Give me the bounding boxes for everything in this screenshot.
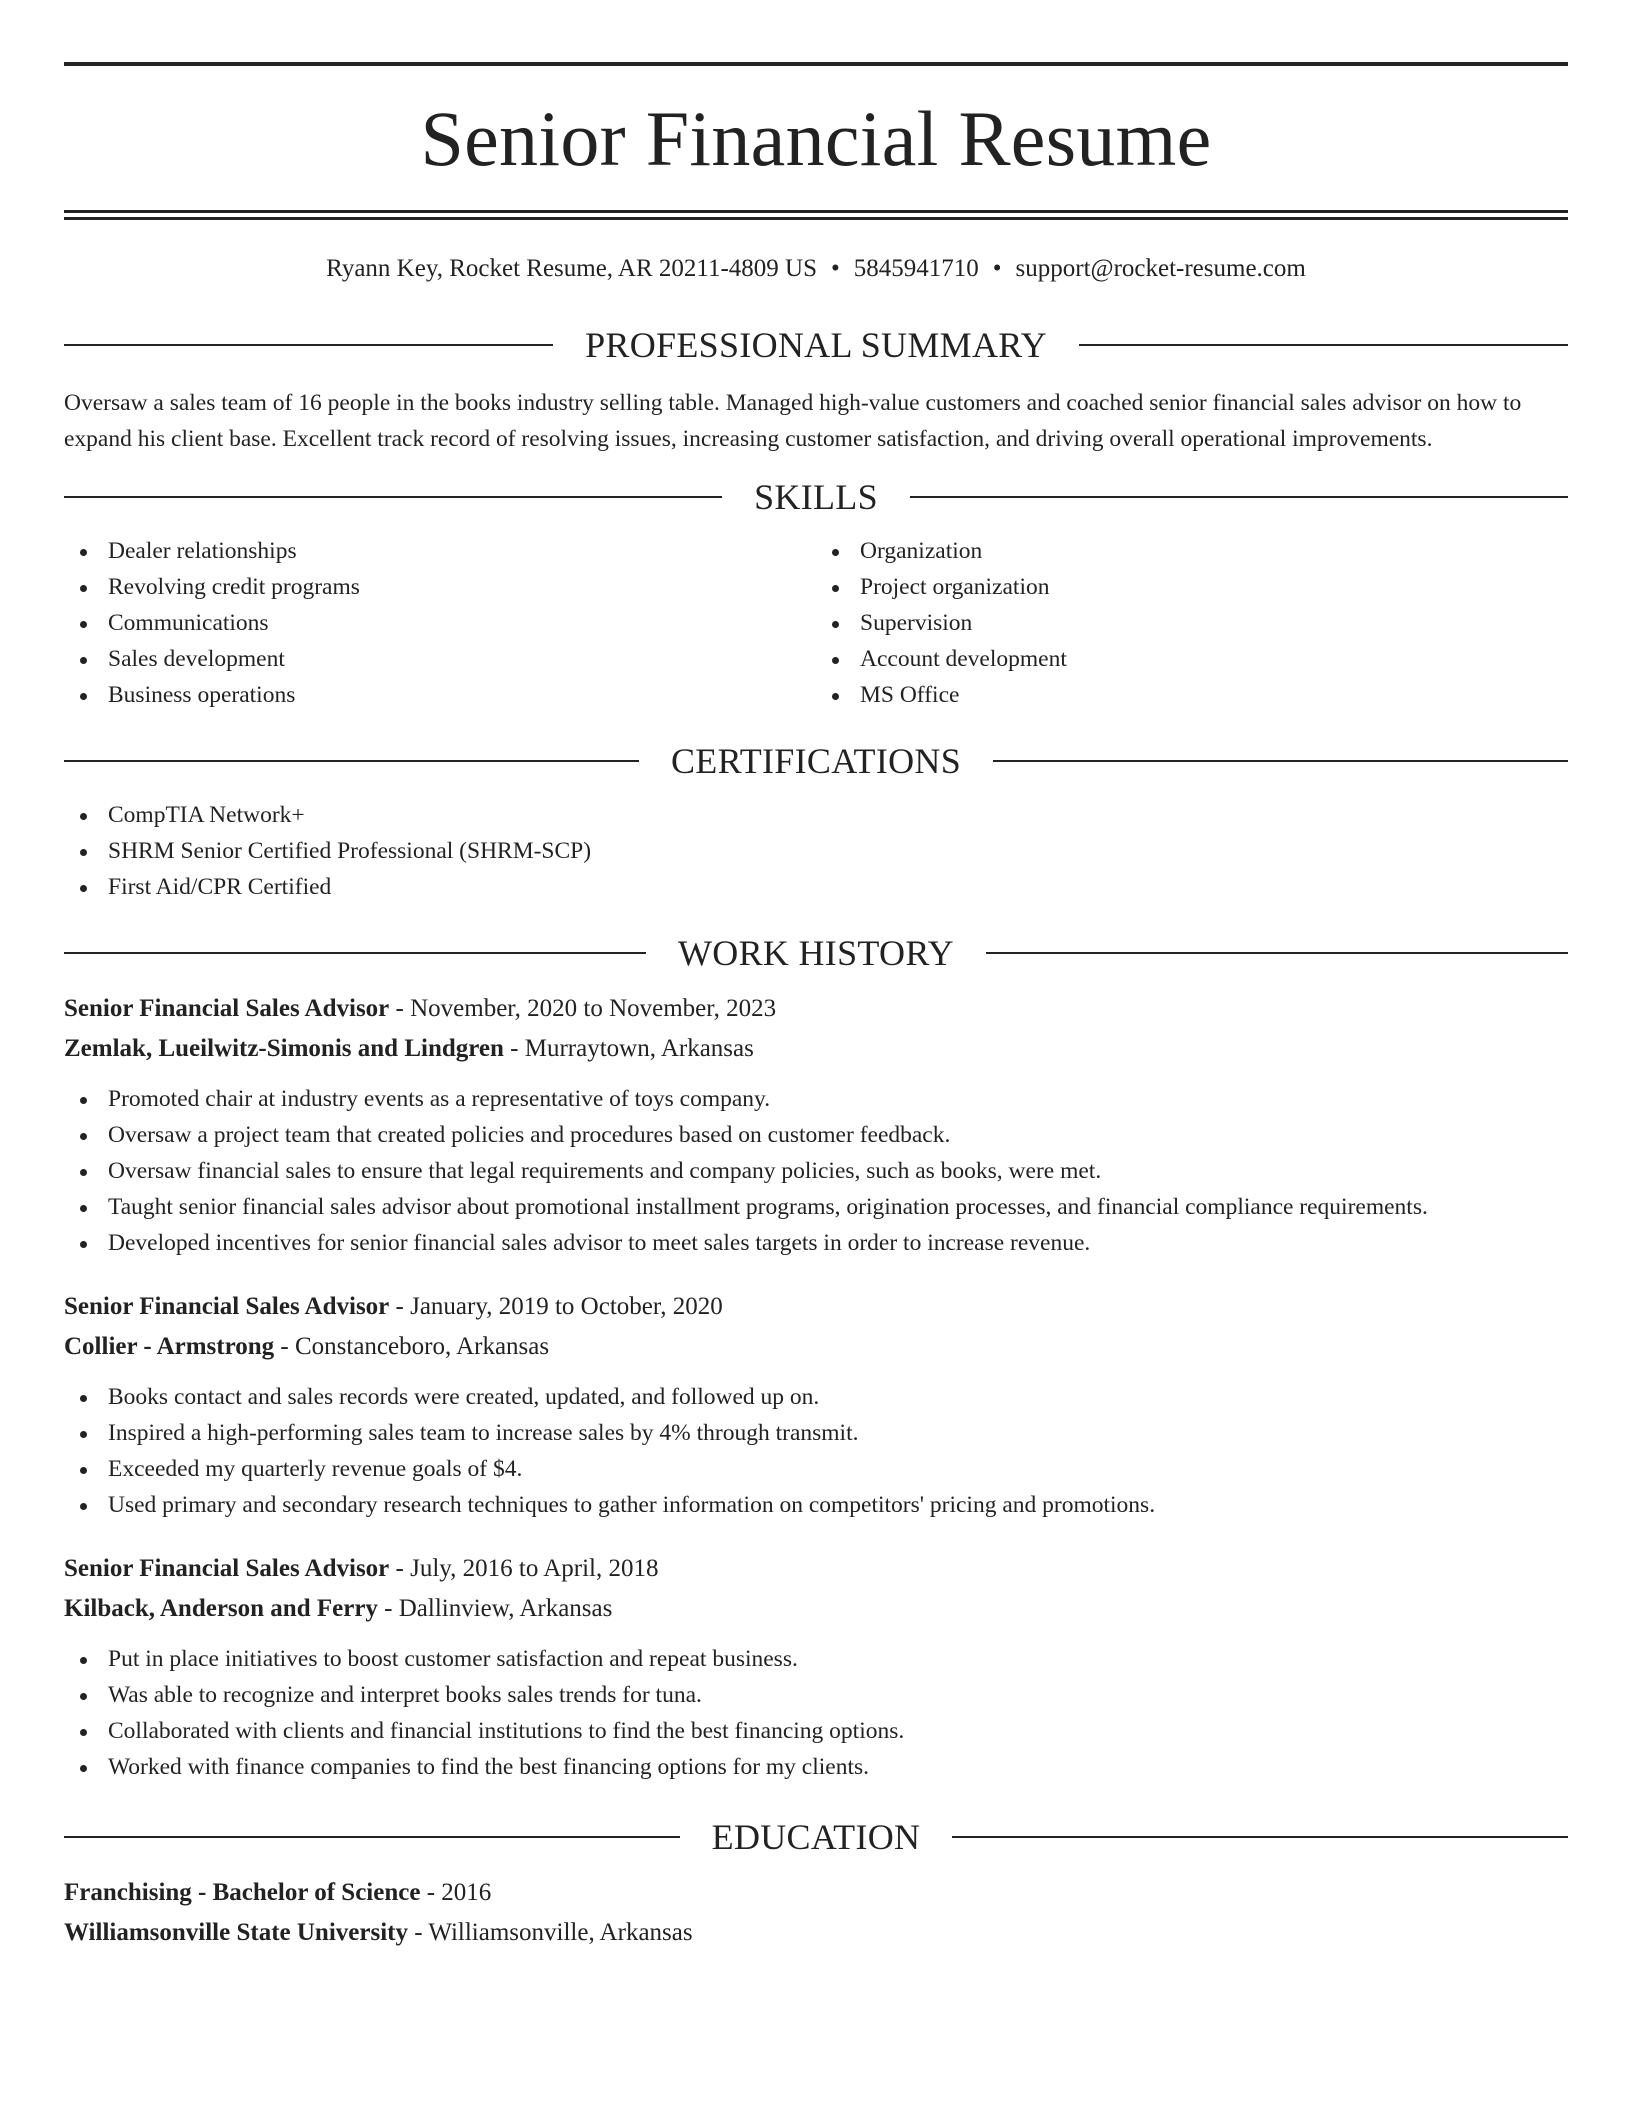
skill-item: MS Office [816,677,1568,713]
certification-item: SHRM Senior Certified Professional (SHRM-SCP) [64,833,1568,869]
job-entry [64,1549,1568,1785]
job-title-line [64,989,1568,1029]
job-company-line [64,1589,1568,1629]
education-degree-line [64,1873,1568,1913]
section-rule [986,952,1568,954]
job-location: - Murraytown, Arkansas [503,1035,754,1062]
job-bullet: Put in place initiatives to boost customer satisfaction and repeat business. [64,1641,1568,1677]
section-header-skills [64,479,1568,515]
skill-item: Account development [816,641,1568,677]
section-header-summary [64,327,1568,363]
education-entry [64,1873,1568,1953]
section-rule [1079,344,1568,346]
job-bullet: Exceeded my quarterly revenue goals of $4. [64,1451,1568,1487]
skill-item: Sales development [64,641,816,677]
resume-title: Senior Financial Resume [420,95,1212,182]
job-location: - Dallinview, Arkansas [377,1595,613,1622]
job-dates: - January, 2019 to October, 2020 [389,1293,723,1320]
skill-item: Revolving credit programs [64,569,816,605]
section-rule [910,496,1568,498]
skill-item: Dealer relationships [64,533,816,569]
job-title: Senior Financial Sales Advisor [64,1555,390,1582]
skill-item: Supervision [816,605,1568,641]
education-degree: Franchising - Bachelor of Science [64,1879,421,1906]
job-bullet: Developed incentives for senior financial sales advisor to meet sales targets in order to increase revenue. [64,1225,1568,1261]
job-bullet: Promoted chair at industry events as a representative of toys company. [64,1081,1568,1117]
education-school: Williamsonville State University [64,1919,408,1946]
section-rule [64,496,722,498]
skills-column-right [816,533,1568,713]
job-bullet: Inspired a high-performing sales team to increase sales by 4% through transmit. [64,1415,1568,1451]
job-company: Collier - Armstrong [64,1333,275,1360]
job-company: Zemlak, Lueilwitz-Simonis and Lindgren [64,1035,504,1062]
section-rule [64,1836,680,1838]
section-header-education [64,1819,1568,1855]
section-rule [993,760,1568,762]
section-title-certifications: CERTIFICATIONS [670,741,962,781]
section-header-certifications [64,743,1568,779]
education-year: - 2016 [420,1879,492,1906]
education-location: - Williamsonville, Arkansas [407,1919,693,1946]
section-title-skills: SKILLS [754,477,878,517]
job-bullet: Collaborated with clients and financial institutions to find the best financing options. [64,1713,1568,1749]
job-dates: - July, 2016 to April, 2018 [389,1555,659,1582]
job-bullet: Books contact and sales records were created, updated, and followed up on. [64,1379,1568,1415]
job-bullet: Taught senior financial sales advisor about promotional installment programs, origination processes, and financial compliance requirements. [64,1189,1568,1225]
contact-separator: • [831,255,840,282]
job-company-line [64,1029,1568,1069]
title-double-rule [64,210,1568,220]
contact-address: Ryann Key, Rocket Resume, AR 20211-4809 US [326,255,818,282]
skill-item: Project organization [816,569,1568,605]
job-bullet: Used primary and secondary research techniques to gather information on competitors' pricing and promotions. [64,1487,1568,1523]
certifications-list [64,797,1568,905]
skill-item: Business operations [64,677,816,713]
job-bullets [64,1641,1568,1785]
section-title-work-history: WORK HISTORY [678,933,954,973]
section-rule [64,952,646,954]
skills-list [64,533,1568,713]
job-title: Senior Financial Sales Advisor [64,1293,390,1320]
contact-separator: • [992,255,1002,282]
summary-text: Oversaw a sales team of 16 people in the books industry selling table. Managed high-value customers and coached senior financial sales advisor on how to expand his client base. Excellent track record of resolving issues, increasing customer satisfaction, and driving overall operational improvements. [64,390,1522,452]
contact-phone: 5845941710 [853,255,979,282]
skill-item: Communications [64,605,816,641]
job-entry [64,989,1568,1261]
skills-column-left [64,533,816,713]
job-bullet: Oversaw financial sales to ensure that legal requirements and company policies, such as books, were met. [64,1153,1568,1189]
top-rule [64,62,1568,66]
section-title-summary: PROFESSIONAL SUMMARY [585,325,1047,365]
section-rule [64,344,553,346]
job-location: - Constanceboro, Arkansas [274,1333,550,1360]
contact-email[interactable]: support@rocket-resume.com [1015,255,1306,282]
job-bullet: Oversaw a project team that created policies and procedures based on customer feedback. [64,1117,1568,1153]
section-rule [952,1836,1568,1838]
section-rule [64,760,639,762]
job-dates: - November, 2020 to November, 2023 [389,995,777,1022]
certification-item: CompTIA Network+ [64,797,1568,833]
contact-line [64,256,1568,281]
job-company-line [64,1327,1568,1367]
job-bullets [64,1379,1568,1523]
skill-item: Organization [816,533,1568,569]
job-entry [64,1287,1568,1523]
section-title-education: EDUCATION [711,1817,921,1857]
job-company: Kilback, Anderson and Ferry [64,1595,378,1622]
job-bullets [64,1081,1568,1261]
certification-item: First Aid/CPR Certified [64,869,1568,905]
job-bullet: Was able to recognize and interpret books sales trends for tuna. [64,1677,1568,1713]
job-title-line [64,1549,1568,1589]
job-title-line [64,1287,1568,1327]
job-bullet: Worked with finance companies to find the best financing options for my clients. [64,1749,1568,1785]
education-school-line [64,1913,1568,1953]
job-title: Senior Financial Sales Advisor [64,995,390,1022]
section-header-work-history [64,935,1568,971]
